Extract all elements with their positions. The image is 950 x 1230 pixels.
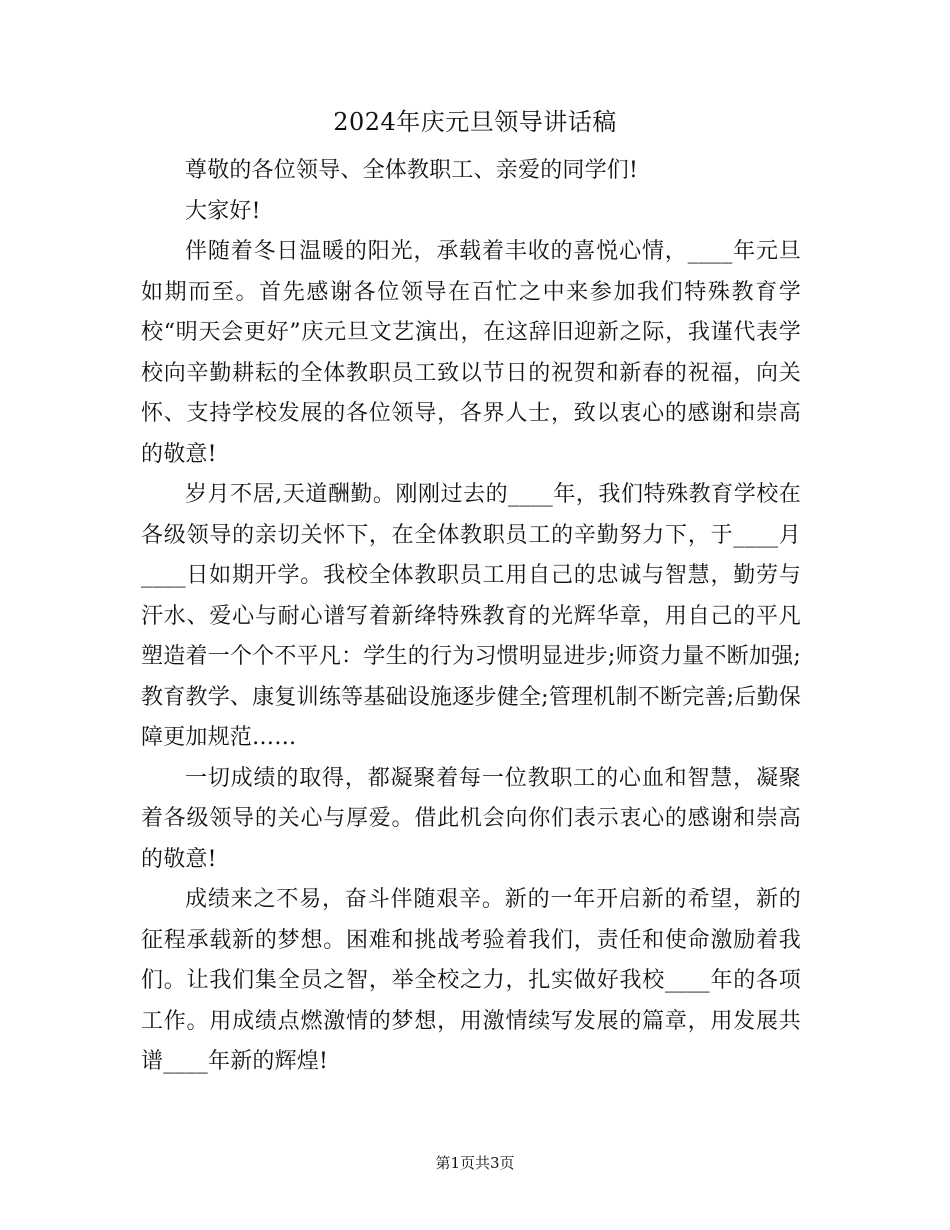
body-paragraph-1: 伴随着冬日温暖的阳光，承载着丰收的喜悦心情，____年元旦如期而至。首先感谢各位领导在百忙之中来参加我们特殊教育学校“明天会更好”庆元旦文艺演出，在这辞旧迎新之际，我谨代表学校向辛勤耕耘的全体教职员工致以节日的祝贺和新春的祝福，向关怀、支持学校发展的各位领导，各界人士，致以衷心的感谢和崇高的敬意!: [141, 239, 801, 467]
body-paragraph-2: 岁月不居,天道酬勤。刚刚过去的____年，我们特殊教育学校在各级领导的亲切关怀下，在全体教职员工的辛勤努力下，于____月____日如期开学。我校全体教职员工用自己的忠诚与智慧，勤劳与汗水、爱心与耐心谱写着新绛特殊教育的光辉华章，用自己的平凡塑造着一个个不平凡：学生的行为习惯明显进步;师资力量不断加强;教育教学、康复训练等基础设施逐步健全;管理机制不断完善;后勤保障更加规范……: [141, 482, 801, 750]
salutation-paragraph: 尊敬的各位领导、全体教职工、亲爱的同学们!: [185, 158, 639, 183]
document-title: 2024年庆元旦领导讲话稿: [333, 108, 617, 136]
page-number: 第1页共3页: [435, 1154, 515, 1172]
body-paragraph-4: 成绩来之不易，奋斗伴随艰辛。新的一年开启新的希望，新的征程承载新的梦想。困难和挑战考验着我们，责任和使命激励着我们。让我们集全员之智，举全校之力，扎实做好我校____年的各项工作。用成绩点燃激情的梦想，用激情续写发展的篇章，用发展共谱____年新的辉煌!: [141, 887, 801, 1074]
document-body: [141, 151, 801, 1083]
body-paragraph-3: 一切成绩的取得，都凝聚着每一位教职工的心血和智慧，凝聚着各级领导的关心与厚爱。借此机会向你们表示衷心的感谢和崇高的敬意!: [141, 765, 801, 872]
greeting-paragraph: 大家好!: [185, 198, 261, 224]
